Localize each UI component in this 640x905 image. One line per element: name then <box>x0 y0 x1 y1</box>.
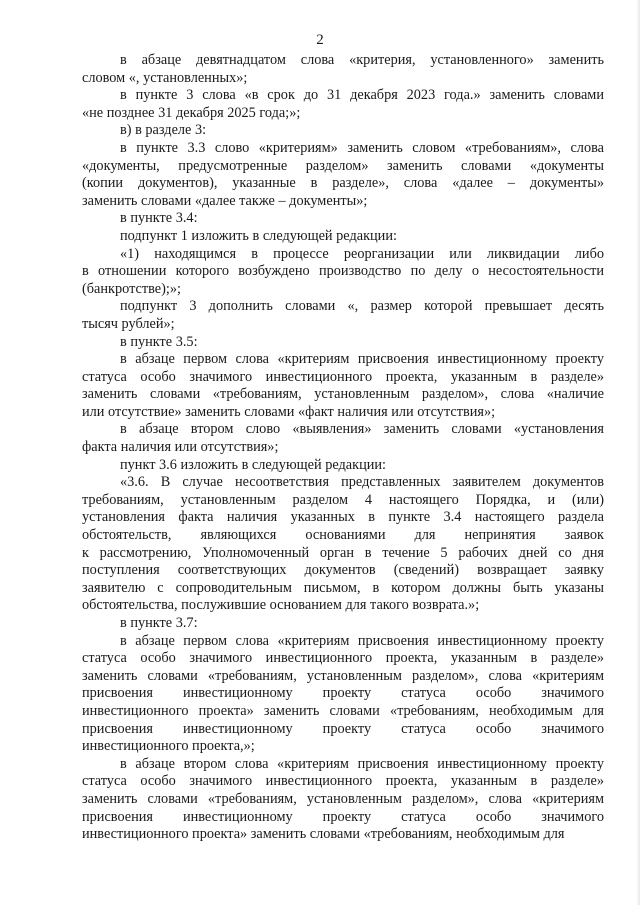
text-line: в пункте 3 слова «в срок до 31 декабря 2023 года.» заменить словами <box>120 87 604 104</box>
text-line: статуса особо значимого инвестиционного проекта, указанным в разделе» <box>82 773 604 790</box>
text-line: статуса особо значимого инвестиционного проекта, указанным в разделе» <box>82 368 604 385</box>
text-line: инвестиционного проекта» заменить словами «требованиям, необходимым для <box>82 826 565 843</box>
text-line: в) в разделе 3: <box>120 122 207 139</box>
text-line: к рассмотрению, Уполномоченный орган в течение 5 рабочих дней со дня <box>82 544 604 561</box>
text-line: в пункте 3.4: <box>120 210 198 227</box>
text-line: присвоения инвестиционному проекту статуса особо значимого <box>82 720 604 737</box>
text-line: «1) находящимся в процессе реорганизации или ликвидации либо <box>120 245 604 262</box>
text-line: инвестиционного проекта,»; <box>82 738 255 755</box>
text-line: «документы, предусмотренные разделом» заменить словами «документы <box>82 157 604 174</box>
text-line: словом «, установленных»; <box>82 69 248 86</box>
paragraph <box>82 421 604 456</box>
paragraph <box>82 52 604 87</box>
paragraph <box>82 228 604 246</box>
text-line: пункт 3.6 изложить в следующей редакции: <box>120 456 387 473</box>
text-line: в абзаце втором слово «выявления» заменить словами «установления <box>120 421 604 438</box>
text-line: в пункте 3.3 слово «критериям» заменить словом «требованиям», слова <box>120 139 604 156</box>
text-line: в пункте 3.5: <box>120 333 198 350</box>
text-line: (банкротстве);»; <box>82 280 181 297</box>
document-body <box>82 52 604 844</box>
text-line: поступления соответствующих документов (сведений) возвращает заявку <box>82 562 604 579</box>
text-line: в абзаце первом слова «критериям присвоения инвестиционному проекту <box>120 351 604 368</box>
paragraph <box>82 210 604 228</box>
paragraph <box>82 474 604 615</box>
text-line: присвоения инвестиционному проекту статуса особо значимого <box>82 808 604 825</box>
text-line: «не позднее 31 декабря 2025 года;»; <box>82 104 301 121</box>
paragraph <box>82 122 604 140</box>
text-line: подпункт 3 дополнить словами «, размер которой превышает десять <box>120 298 604 315</box>
paragraph <box>82 87 604 122</box>
text-line: в абзаце первом слова «критериям присвоения инвестиционному проекту <box>120 632 604 649</box>
text-line: обстоятельства, послужившие основанием для такого возврата.»; <box>82 597 480 614</box>
text-line: тысяч рублей»; <box>82 315 175 332</box>
text-line: в отношении которого возбуждено производство по делу о несостоятельности <box>82 263 604 280</box>
paragraph <box>82 756 604 844</box>
text-line: обстоятельств, являющихся основаниями для непринятия заявок <box>82 527 604 544</box>
text-line: в абзаце девятнадцатом слова «критерия, установленного» заменить <box>120 52 604 68</box>
text-line: факта наличия или отсутствия»; <box>82 439 279 456</box>
text-line: заменить словами «требованиям, установленным разделом», слова «критериям <box>82 667 604 684</box>
text-line: установления факта наличия указанных в пункте 3.4 настоящего раздела <box>82 509 604 526</box>
text-line: заявителю с сопроводительным письмом, в котором должны быть указаны <box>82 579 604 596</box>
text-line: «3.6. В случае несоответствия представленных заявителем документов <box>120 474 604 491</box>
page-number: 2 <box>316 32 324 48</box>
paragraph <box>82 140 604 210</box>
text-line: в абзаце втором слова «критериям присвоения инвестиционному проекту <box>120 755 604 772</box>
text-line: требованиям, установленным разделом 4 настоящего Порядка, и (или) <box>82 491 604 508</box>
text-line: присвоения инвестиционному проекту статуса особо значимого <box>82 685 604 702</box>
paragraph <box>82 334 604 352</box>
text-line: или отсутствие» заменить словами «факт наличия или отсутствия»; <box>82 403 496 420</box>
text-line: инвестиционного проекта» заменить словами «требованиям, необходимым для <box>82 702 604 719</box>
paragraph <box>82 457 604 475</box>
text-line: в пункте 3.7: <box>120 615 198 631</box>
text-line: заменить словами «требованиям, установленным разделом», слова «наличие <box>82 386 604 403</box>
text-line: (копии документов), указанные в разделе», слова «далее – документы» <box>82 175 604 192</box>
paragraph <box>82 246 604 299</box>
text-line: заменить словами «далее также – документы»; <box>82 192 368 209</box>
paragraph <box>82 351 604 421</box>
page-edge-shadow <box>636 0 640 905</box>
paragraph <box>82 615 604 633</box>
text-line: заменить словами «требованиям, установленным разделом», слова «критериям <box>82 790 604 807</box>
paragraph <box>82 633 604 756</box>
text-line: подпункт 1 изложить в следующей редакции: <box>120 227 397 244</box>
text-line: статуса особо значимого инвестиционного проекта, указанным в разделе» <box>82 650 604 667</box>
paragraph <box>82 298 604 333</box>
